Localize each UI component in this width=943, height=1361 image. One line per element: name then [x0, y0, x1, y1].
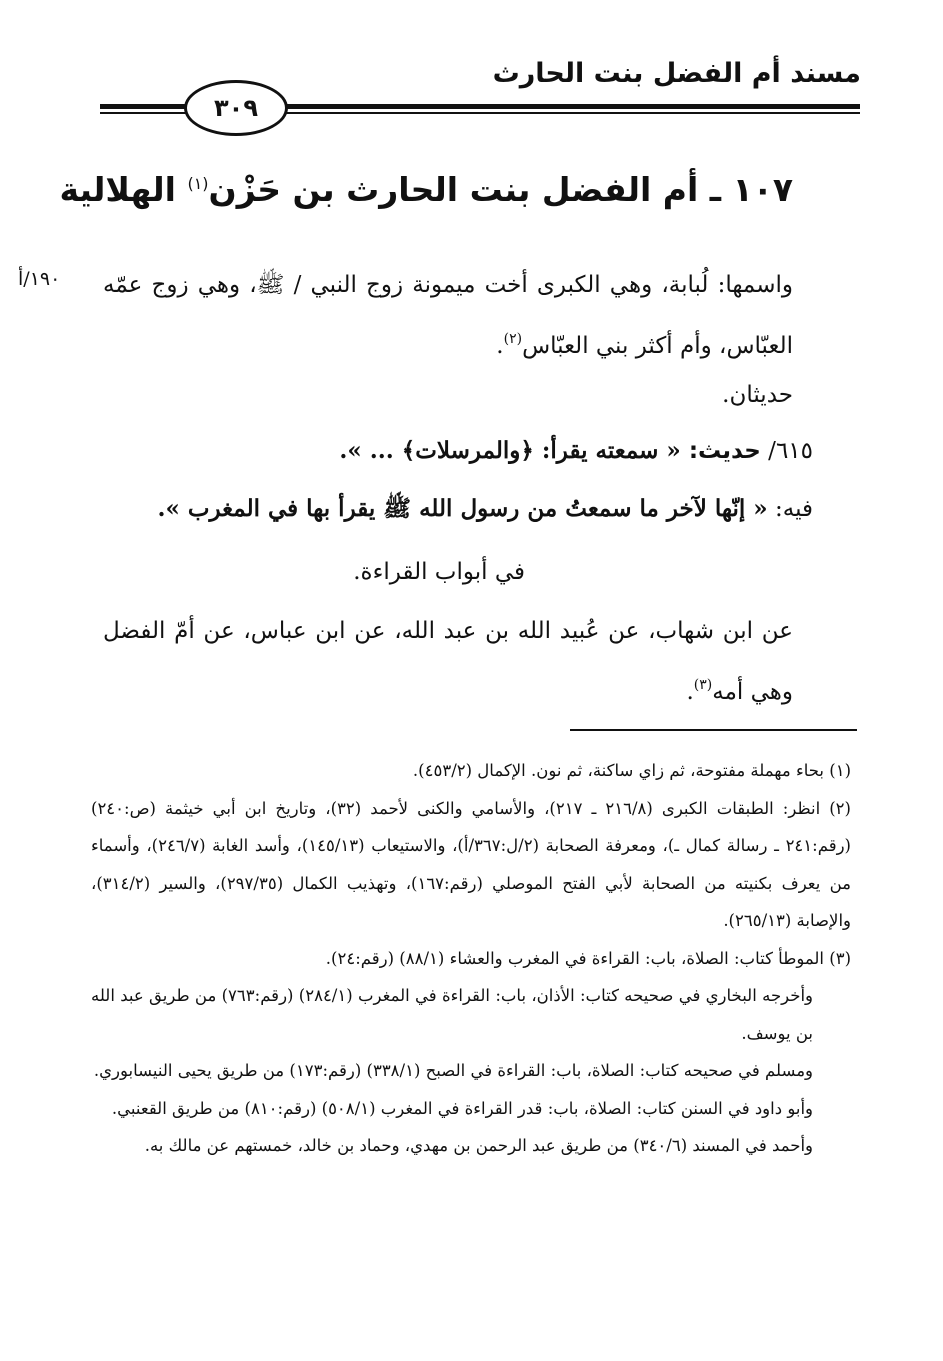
- footnote-3-abudawud: وأبو داود في السنن كتاب: الصلاة، باب: قدر القراءة في المغرب (٥٠٨/١) (رقم:٨١٠) من طريق القعنبي.: [111, 1098, 813, 1118]
- hadith-count: [103, 368, 793, 422]
- intro-paragraph: [103, 258, 793, 373]
- margin-manuscript-note: ١٩٠/أ: [18, 268, 61, 290]
- running-title: مسند أم الفضل بنت الحارث: [492, 58, 861, 89]
- page-number: ٣٠٩: [184, 80, 288, 136]
- section-heading: [60, 170, 793, 209]
- footnote-3-ahmad: وأحمد في المسند (٣٤٠/٦) من طريق عبد الرحمن بن مهدي، وحماد بن خالد، خمستهم عن مالك به.: [144, 1136, 813, 1155]
- hadith-label: حديث:: [680, 438, 761, 464]
- section-heading-main: ١٠٧ ـ أم الفضل بنت الحارث بن حَزْن: [208, 170, 793, 209]
- footnote-1: (١) بحاء مهملة مفتوحة، ثم زاي ساكنة، ثم نون. الإكمال (٤٥٣/٢).: [412, 761, 851, 780]
- intro-end: .: [496, 333, 504, 359]
- footnote-separator: [570, 729, 857, 731]
- footnote-ref-1: (١): [187, 174, 209, 193]
- intro-text: واسمها: لُبابة، وهي الكبرى أخت ميمونة زوج النبي / ﷺ، وهي زوج عمّه العبّاس، وأم أكثر بني العبّاس: [103, 272, 793, 359]
- hadith-count-text: حديثان.: [722, 382, 793, 408]
- isnad-text: عن ابن شهاب، عن عُبيد الله بن عبد الله، عن ابن عباس، عن أمّ الفضل وهي أمه: [103, 618, 793, 705]
- fihi-text: « إنّها لآخر ما سمعتُ من رسول الله ﷺ يقرأ بها في المغرب ».: [157, 495, 768, 522]
- hadith-entry: [103, 424, 813, 478]
- footnote-ref-2: (٢): [503, 331, 523, 347]
- fihi-label: فيه:: [767, 496, 813, 522]
- isnad-end: .: [686, 679, 694, 705]
- chapter-reference-text: في أبواب القراءة.: [353, 559, 525, 585]
- section-heading-tail: الهلالية: [59, 170, 188, 209]
- chapter-reference: [125, 545, 525, 599]
- footnote-3-bukhari: وأخرجه البخاري في صحيحه كتاب: الأذان، باب: القراءة في المغرب (٢٨٤/١) (رقم:٧٦٣) من طريق عبد الله بن يوسف.: [91, 986, 813, 1043]
- footnote-ref-3: (٣): [693, 677, 713, 693]
- footnotes: [91, 752, 851, 1165]
- footnote-2: (٢) انظر: الطبقات الكبرى (٢١٦/٨ ـ ٢١٧)، والأسامي والكنى لأحمد (٣٢)، وتاريخ ابن أبي خيثمة (ص:٢٤٠) (رقم:٢٤١ ـ رسالة كمال ـ)، ومعرفة الصحابة (٢/ل:٣٦٧/أ)، والاستيعاب (١٤٥/١٣)، وأسد الغابة (٢٤٦/٧)، وأسماء من يعرف بكنيته من الصحابة لأبي الفتح الموصلي (رقم:١٦٧)، وتهذيب الكمال (٢٩٧/٣٥)، والسير (٣١٤/٢)، والإصابة (٢٦٥/١٣).: [91, 798, 851, 930]
- hadith-number: ٦١٥/: [760, 438, 813, 464]
- hadith-text: « سمعته يقرأ: ﴿والمرسلات﴾ ... ».: [339, 437, 681, 464]
- isnad-paragraph: [103, 604, 793, 719]
- footnote-3: (٣) الموطأ كتاب: الصلاة، باب: القراءة في المغرب والعشاء (٨٨/١) (رقم:٢٤).: [325, 948, 851, 968]
- footnote-3-muslim: ومسلم في صحيحه كتاب: الصلاة، باب: القراءة في الصبح (٣٣٨/١) (رقم:١٧٣) من طريق يحيى النيسابوري.: [93, 1061, 813, 1080]
- hadith-content: [103, 482, 813, 536]
